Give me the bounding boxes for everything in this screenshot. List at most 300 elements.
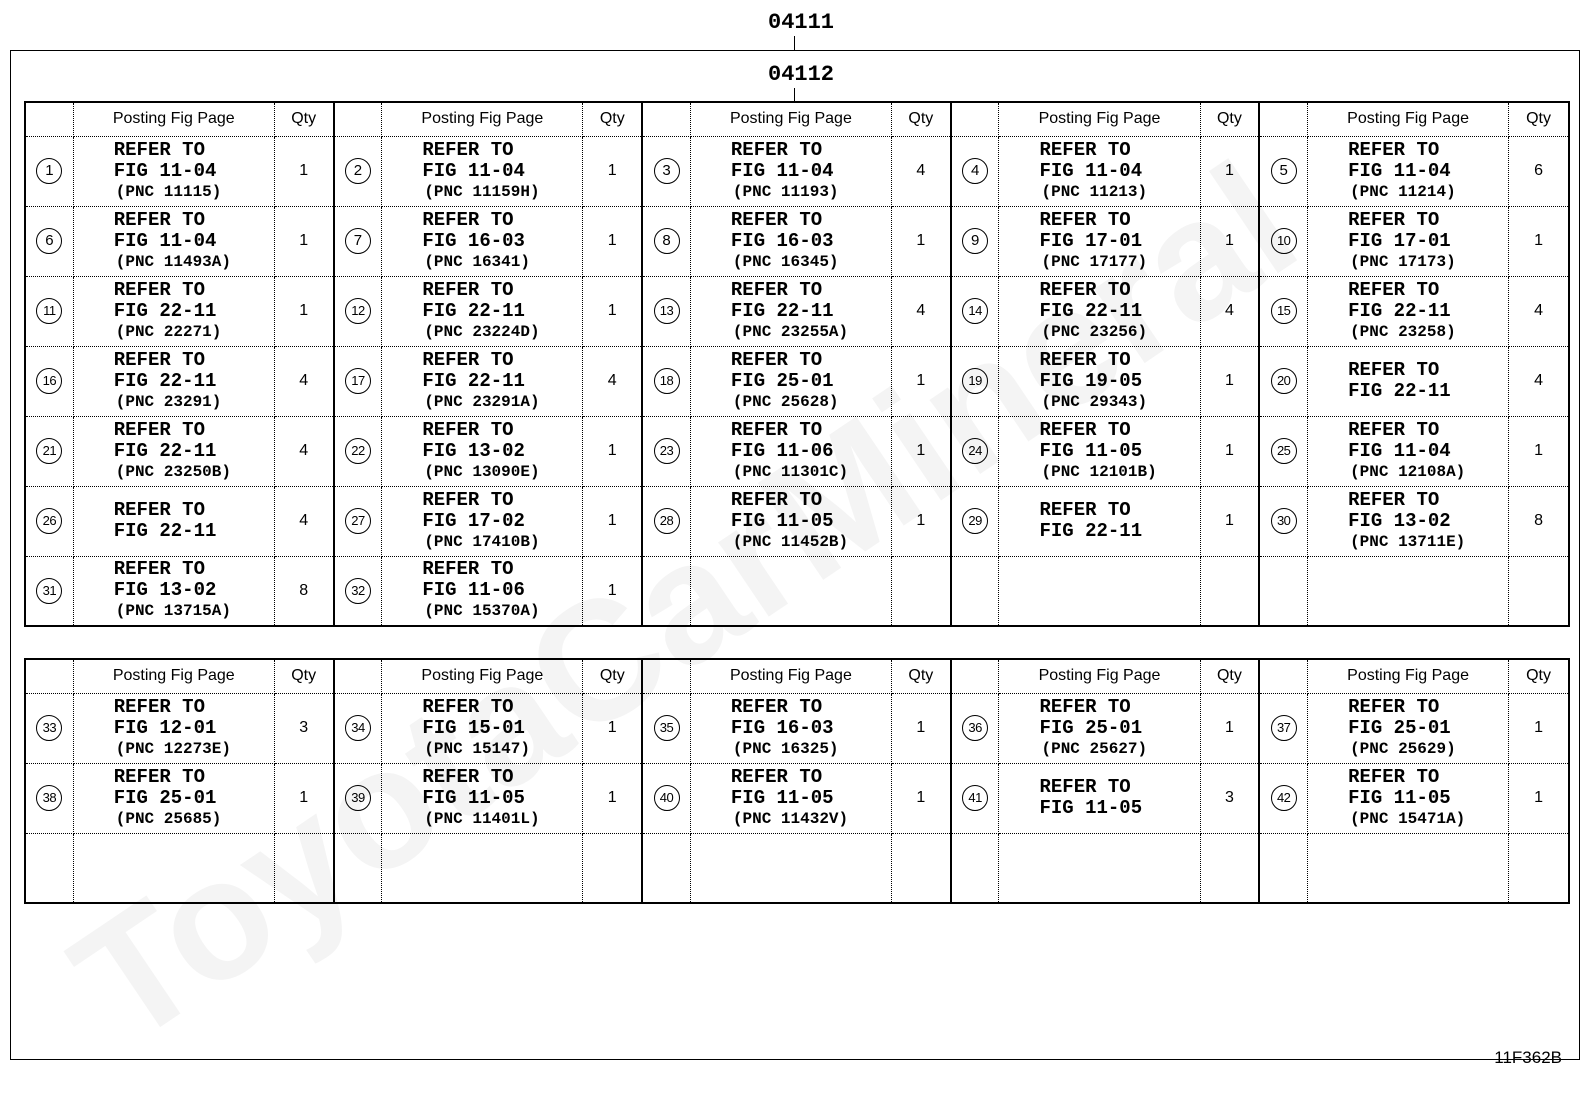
pnc-code: (PNC 23255A) xyxy=(732,322,849,341)
fig-reference-link[interactable]: FIG 16-03 xyxy=(730,229,834,252)
qty-value: 4 xyxy=(607,372,617,389)
callout-number-cell xyxy=(642,486,690,556)
refer-to-text: REFER TO xyxy=(422,348,514,371)
pnc-code: (PNC 23250B) xyxy=(115,462,231,481)
table-row xyxy=(25,693,1569,763)
callout-number-cell xyxy=(951,763,999,833)
refer-to-text: REFER TO xyxy=(422,418,514,441)
reference-cell xyxy=(690,276,891,346)
refer-to-text: REFER TO xyxy=(730,208,823,231)
qty-cell xyxy=(891,416,950,486)
callout-number-cell xyxy=(1259,136,1307,206)
qty-value: 3 xyxy=(299,719,309,736)
reference-cell xyxy=(999,346,1200,416)
qty-cell xyxy=(583,206,642,276)
refer-to-text: REFER TO xyxy=(113,499,205,521)
fig-reference-link[interactable]: FIG 15-01 xyxy=(422,716,525,739)
reference-cell xyxy=(382,416,583,486)
fig-reference-link[interactable]: FIG 25-01 xyxy=(730,369,834,392)
callout-number-circle: 15 xyxy=(1271,298,1297,324)
pnc-code: (PNC 25685) xyxy=(115,809,222,828)
header-qty: Qty xyxy=(1200,102,1259,136)
callout-04111: 04111 xyxy=(768,10,835,35)
fig-reference-link[interactable]: FIG 11-05 xyxy=(730,509,834,532)
qty-cell xyxy=(1200,556,1259,626)
pnc-code: (PNC 22271) xyxy=(115,322,222,341)
header-posting-fig-page: Posting Fig Page xyxy=(73,659,274,693)
qty-cell xyxy=(583,276,642,346)
callout-number-cell xyxy=(642,763,690,833)
qty-cell xyxy=(1200,276,1259,346)
callout-number-circle: 2 xyxy=(345,158,371,184)
reference-cell xyxy=(999,136,1200,206)
callout-number-circle: 16 xyxy=(36,368,62,394)
fig-reference-link[interactable]: FIG 11-04 xyxy=(113,229,217,252)
callout-number-circle: 38 xyxy=(36,785,62,811)
callout-number-circle: 27 xyxy=(345,508,371,534)
callout-number-cell xyxy=(25,136,73,206)
qty-value: 1 xyxy=(299,232,309,249)
reference-cell xyxy=(1308,693,1509,763)
qty-value: 4 xyxy=(1224,302,1234,319)
fig-reference-link[interactable]: FIG 22-11 xyxy=(113,369,217,392)
pnc-code: (PNC 11432V) xyxy=(732,809,849,828)
fig-reference-link[interactable]: FIG 11-05 xyxy=(1039,797,1143,819)
callout-number-cell xyxy=(1259,763,1307,833)
refer-to-text: REFER TO xyxy=(113,558,205,581)
refer-to-text: REFER TO xyxy=(422,558,514,581)
fig-reference-link[interactable]: FIG 11-04 xyxy=(1348,439,1451,462)
pnc-code: (PNC 11401L) xyxy=(424,809,540,828)
reference-cell xyxy=(73,693,274,763)
fig-reference-link[interactable]: FIG 22-11 xyxy=(113,299,217,322)
fig-reference-link[interactable]: FIG 22-11 xyxy=(422,299,525,322)
header-posting-fig-page: Posting Fig Page xyxy=(382,659,583,693)
qty-value: 3 xyxy=(1224,789,1234,806)
table-row xyxy=(25,486,1569,556)
fig-reference-link[interactable]: FIG 16-03 xyxy=(730,716,834,739)
reference-cell xyxy=(73,556,274,626)
callout-number-cell xyxy=(951,276,999,346)
callout-04112: 04112 xyxy=(768,62,835,87)
fig-reference-link[interactable]: FIG 17-02 xyxy=(422,509,525,532)
table-row xyxy=(25,763,1569,833)
pnc-code: (PNC 12273E) xyxy=(115,739,231,758)
reference-cell xyxy=(1308,833,1509,903)
header-num-cell xyxy=(334,102,382,136)
callout-number-cell xyxy=(642,136,690,206)
callout-number-circle: 3 xyxy=(654,158,680,184)
callout-number-circle: 8 xyxy=(654,228,680,254)
callout-number-cell xyxy=(334,693,382,763)
refer-to-text: REFER TO xyxy=(113,418,205,441)
qty-cell xyxy=(1509,346,1569,416)
refer-to-text: REFER TO xyxy=(1348,359,1440,381)
callout-number-cell xyxy=(642,556,690,626)
callout-number-cell xyxy=(1259,416,1307,486)
qty-value: 8 xyxy=(1534,512,1543,529)
fig-reference-link[interactable]: FIG 22-11 xyxy=(422,369,525,392)
qty-value: 4 xyxy=(916,302,926,319)
reference-cell xyxy=(1308,556,1509,626)
header-posting-fig-page: Posting Fig Page xyxy=(1308,659,1509,693)
pnc-code: (PNC 23256) xyxy=(1041,322,1148,341)
callout-number-cell xyxy=(1259,556,1307,626)
callout-number-circle: 39 xyxy=(345,785,371,811)
fig-reference-link[interactable]: FIG 11-05 xyxy=(730,786,834,809)
fig-reference-link[interactable]: FIG 22-11 xyxy=(113,520,217,542)
parts-table-1 xyxy=(24,101,1570,627)
qty-value: 1 xyxy=(1534,789,1543,806)
fig-reference-link[interactable]: FIG 11-04 xyxy=(113,159,217,182)
fig-reference-link[interactable]: FIG 11-04 xyxy=(1039,159,1143,182)
refer-to-text: REFER TO xyxy=(113,208,205,231)
refer-to-text: REFER TO xyxy=(422,765,514,788)
qty-value: 1 xyxy=(607,719,617,736)
fig-reference-link[interactable]: FIG 25-01 xyxy=(1348,716,1451,739)
qty-cell xyxy=(1200,346,1259,416)
callout-number-cell xyxy=(334,136,382,206)
callout-number-circle: 5 xyxy=(1271,158,1297,184)
callout-number-circle: 26 xyxy=(36,508,62,534)
qty-cell xyxy=(583,693,642,763)
pnc-code: (PNC 12101B) xyxy=(1041,462,1157,481)
refer-to-text: REFER TO xyxy=(1348,488,1440,511)
fig-reference-link[interactable]: FIG 22-11 xyxy=(1039,520,1143,542)
qty-cell xyxy=(583,416,642,486)
reference-cell xyxy=(73,136,274,206)
reference-cell xyxy=(73,763,274,833)
qty-value: 1 xyxy=(1534,442,1543,459)
callout-number-cell xyxy=(951,206,999,276)
callout-number-cell xyxy=(642,693,690,763)
table-row xyxy=(25,833,1569,903)
fig-reference-link[interactable]: FIG 11-04 xyxy=(730,159,834,182)
pnc-code: (PNC 13090E) xyxy=(424,462,540,481)
table-header-row xyxy=(25,102,1569,136)
reference-cell xyxy=(382,206,583,276)
callout-number-cell xyxy=(642,206,690,276)
pnc-code: (PNC 25627) xyxy=(1041,739,1148,758)
refer-to-text: REFER TO xyxy=(1039,208,1131,231)
pnc-code: (PNC 11452B) xyxy=(732,532,849,551)
qty-value: 1 xyxy=(607,302,617,319)
pnc-code: (PNC 11115) xyxy=(115,182,222,201)
reference-cell xyxy=(999,556,1200,626)
refer-to-text: REFER TO xyxy=(730,348,823,371)
callout-number-cell xyxy=(25,833,73,903)
callout-number-cell xyxy=(25,556,73,626)
reference-cell xyxy=(73,833,274,903)
callout-number-cell xyxy=(334,486,382,556)
callout-number-circle: 42 xyxy=(1271,785,1297,811)
reference-cell xyxy=(999,206,1200,276)
reference-cell xyxy=(999,763,1200,833)
qty-cell xyxy=(274,346,333,416)
qty-value: 1 xyxy=(1534,719,1543,736)
header-posting-fig-page: Posting Fig Page xyxy=(690,659,891,693)
fig-reference-link[interactable]: FIG 22-11 xyxy=(1039,299,1143,322)
refer-to-text: REFER TO xyxy=(1348,765,1440,788)
fig-reference-link[interactable]: FIG 11-06 xyxy=(422,579,525,602)
pnc-code: (PNC 17173) xyxy=(1350,252,1456,271)
callout-number-circle: 9 xyxy=(962,228,988,254)
refer-to-text: REFER TO xyxy=(422,208,514,231)
qty-value: 1 xyxy=(916,232,926,249)
callout-number-cell xyxy=(25,276,73,346)
pnc-code: (PNC 29343) xyxy=(1041,392,1148,411)
callout-number-circle: 24 xyxy=(962,438,988,464)
header-qty: Qty xyxy=(583,102,642,136)
qty-cell xyxy=(274,416,333,486)
refer-to-text: REFER TO xyxy=(730,695,823,718)
reference-cell xyxy=(999,693,1200,763)
header-num-cell xyxy=(951,102,999,136)
header-posting-fig-page: Posting Fig Page xyxy=(999,102,1200,136)
callout-number-circle: 17 xyxy=(345,368,371,394)
reference-cell xyxy=(382,763,583,833)
callout-number-cell xyxy=(25,763,73,833)
reference-cell xyxy=(382,693,583,763)
qty-cell xyxy=(1200,206,1259,276)
pnc-code: (PNC 23224D) xyxy=(424,322,540,341)
refer-to-text: REFER TO xyxy=(422,695,514,718)
refer-to-text: REFER TO xyxy=(113,278,205,301)
callout-number-cell xyxy=(642,833,690,903)
callout-number-circle: 33 xyxy=(36,715,62,741)
pnc-code: (PNC 17177) xyxy=(1041,252,1148,271)
refer-to-text: REFER TO xyxy=(1348,695,1440,718)
callout-number-cell xyxy=(1259,693,1307,763)
pnc-code: (PNC 11193) xyxy=(732,182,839,201)
qty-cell xyxy=(891,693,950,763)
qty-cell xyxy=(891,346,950,416)
fig-reference-link[interactable]: FIG 11-04 xyxy=(422,159,525,182)
callout-number-cell xyxy=(1259,276,1307,346)
reference-cell xyxy=(1308,136,1509,206)
pnc-code: (PNC 12108A) xyxy=(1350,462,1466,481)
callout-number-circle: 10 xyxy=(1271,228,1297,254)
qty-cell xyxy=(274,206,333,276)
qty-value: 4 xyxy=(299,372,309,389)
pnc-code: (PNC 11213) xyxy=(1041,182,1148,201)
fig-reference-link[interactable]: FIG 17-01 xyxy=(1348,229,1451,252)
refer-to-text: REFER TO xyxy=(1039,138,1131,161)
reference-cell xyxy=(690,486,891,556)
callout-number-cell xyxy=(334,346,382,416)
reference-cell xyxy=(73,346,274,416)
qty-value: 1 xyxy=(1224,162,1234,179)
pnc-code: (PNC 23258) xyxy=(1350,322,1456,341)
refer-to-text: REFER TO xyxy=(422,278,514,301)
qty-value: 1 xyxy=(1224,372,1234,389)
reference-cell xyxy=(382,276,583,346)
callout-number-cell xyxy=(951,416,999,486)
callout-number-circle: 20 xyxy=(1271,368,1297,394)
callout-number-cell xyxy=(951,136,999,206)
callout-number-circle: 4 xyxy=(962,158,988,184)
fig-reference-link[interactable]: FIG 22-11 xyxy=(730,299,834,322)
qty-value: 4 xyxy=(1534,372,1543,389)
fig-reference-link[interactable]: FIG 13-02 xyxy=(113,579,217,602)
qty-value: 1 xyxy=(1534,232,1543,249)
fig-reference-link[interactable]: FIG 11-05 xyxy=(422,786,525,809)
reference-cell xyxy=(690,346,891,416)
fig-reference-link[interactable]: FIG 11-06 xyxy=(730,439,834,462)
header-qty: Qty xyxy=(1509,102,1569,136)
qty-value: 6 xyxy=(1534,162,1543,179)
refer-to-text: REFER TO xyxy=(730,765,823,788)
fig-reference-link[interactable]: FIG 11-05 xyxy=(1348,786,1451,809)
callout-number-cell xyxy=(951,833,999,903)
refer-to-text: REFER TO xyxy=(113,138,205,161)
qty-value: 1 xyxy=(916,719,926,736)
fig-reference-link[interactable]: FIG 11-04 xyxy=(1348,159,1451,182)
qty-value: 1 xyxy=(607,512,617,529)
callout-04111-leader xyxy=(794,36,795,50)
qty-value: 1 xyxy=(299,789,309,806)
callout-04112-leader xyxy=(794,88,795,102)
fig-reference-link[interactable]: FIG 17-01 xyxy=(1039,229,1143,252)
refer-to-text: REFER TO xyxy=(1348,278,1440,301)
reference-cell xyxy=(999,416,1200,486)
table-row xyxy=(25,346,1569,416)
callout-number-circle: 11 xyxy=(36,298,62,324)
refer-to-text: REFER TO xyxy=(113,695,205,718)
callout-number-cell xyxy=(951,486,999,556)
qty-cell xyxy=(274,833,333,903)
header-num-cell xyxy=(642,659,690,693)
header-num-cell xyxy=(1259,659,1307,693)
header-qty: Qty xyxy=(891,102,950,136)
table-row xyxy=(25,206,1569,276)
fig-reference-link[interactable]: FIG 13-02 xyxy=(1348,509,1451,532)
pnc-code: (PNC 15370A) xyxy=(424,602,540,621)
pnc-code: (PNC 16325) xyxy=(732,739,839,758)
header-qty: Qty xyxy=(1509,659,1569,693)
qty-cell xyxy=(891,206,950,276)
callout-number-cell xyxy=(334,556,382,626)
qty-cell xyxy=(891,136,950,206)
pnc-code: (PNC 25629) xyxy=(1350,739,1456,758)
reference-cell xyxy=(1308,763,1509,833)
header-posting-fig-page: Posting Fig Page xyxy=(73,102,274,136)
reference-cell xyxy=(382,556,583,626)
fig-reference-link[interactable]: FIG 22-11 xyxy=(113,439,217,462)
qty-value: 1 xyxy=(1224,719,1234,736)
qty-cell xyxy=(583,486,642,556)
fig-reference-link[interactable]: FIG 13-02 xyxy=(422,439,525,462)
qty-value: 1 xyxy=(916,512,926,529)
qty-cell xyxy=(891,763,950,833)
qty-cell xyxy=(583,346,642,416)
reference-cell xyxy=(382,136,583,206)
qty-cell xyxy=(583,556,642,626)
fig-reference-link[interactable]: FIG 12-01 xyxy=(113,716,217,739)
reference-cell xyxy=(690,556,891,626)
header-qty: Qty xyxy=(274,659,333,693)
qty-cell xyxy=(1200,486,1259,556)
qty-value: 1 xyxy=(607,442,617,459)
table-row xyxy=(25,556,1569,626)
reference-cell xyxy=(382,833,583,903)
callout-number-circle: 32 xyxy=(345,578,371,604)
qty-value: 4 xyxy=(299,512,309,529)
fig-reference-link[interactable]: FIG 22-11 xyxy=(1348,299,1451,322)
header-num-cell xyxy=(25,659,73,693)
pnc-code: (PNC 16341) xyxy=(424,252,530,271)
callout-number-circle: 41 xyxy=(962,785,988,811)
callout-number-circle: 37 xyxy=(1271,715,1297,741)
qty-value: 4 xyxy=(916,162,926,179)
fig-reference-link[interactable]: FIG 19-05 xyxy=(1039,369,1143,392)
refer-to-text: REFER TO xyxy=(1039,776,1131,798)
header-qty: Qty xyxy=(274,102,333,136)
callout-number-circle: 23 xyxy=(654,438,680,464)
pnc-code: (PNC 25628) xyxy=(732,392,839,411)
reference-cell xyxy=(999,833,1200,903)
fig-reference-link[interactable]: FIG 22-11 xyxy=(1348,380,1451,402)
fig-reference-link[interactable]: FIG 16-03 xyxy=(422,229,525,252)
refer-to-text: REFER TO xyxy=(1348,138,1440,161)
reference-cell xyxy=(690,136,891,206)
refer-to-text: REFER TO xyxy=(422,138,514,161)
pnc-code: (PNC 23291A) xyxy=(424,392,540,411)
reference-cell xyxy=(73,486,274,556)
qty-value: 1 xyxy=(916,372,926,389)
qty-cell xyxy=(1509,486,1569,556)
pnc-code: (PNC 15147) xyxy=(424,739,530,758)
qty-value: 1 xyxy=(607,162,617,179)
reference-cell xyxy=(1308,206,1509,276)
callout-number-cell xyxy=(642,346,690,416)
callout-number-circle: 40 xyxy=(654,785,680,811)
refer-to-text: REFER TO xyxy=(730,138,823,161)
callout-number-cell xyxy=(334,416,382,486)
qty-cell xyxy=(274,136,333,206)
fig-reference-link[interactable]: FIG 25-01 xyxy=(1039,716,1143,739)
qty-value: 1 xyxy=(299,162,309,179)
callout-number-circle: 29 xyxy=(962,508,988,534)
refer-to-text: REFER TO xyxy=(113,348,205,371)
pnc-code: (PNC 11493A) xyxy=(115,252,231,271)
reference-cell xyxy=(690,833,891,903)
callout-number-circle: 25 xyxy=(1271,438,1297,464)
header-qty: Qty xyxy=(1200,659,1259,693)
header-posting-fig-page: Posting Fig Page xyxy=(382,102,583,136)
pnc-code: (PNC 13711E) xyxy=(1350,532,1466,551)
callout-number-cell xyxy=(334,833,382,903)
callout-number-cell xyxy=(334,206,382,276)
fig-reference-link[interactable]: FIG 11-05 xyxy=(1039,439,1143,462)
refer-to-text: REFER TO xyxy=(730,278,823,301)
refer-to-text: REFER TO xyxy=(1039,695,1131,718)
header-qty: Qty xyxy=(891,659,950,693)
qty-value: 1 xyxy=(916,789,926,806)
callout-number-circle: 1 xyxy=(36,158,62,184)
pnc-code: (PNC 23291) xyxy=(115,392,222,411)
callout-number-cell xyxy=(25,346,73,416)
callout-number-cell xyxy=(25,416,73,486)
refer-to-text: REFER TO xyxy=(730,488,823,511)
qty-cell xyxy=(274,763,333,833)
header-qty: Qty xyxy=(583,659,642,693)
reference-cell xyxy=(690,763,891,833)
refer-to-text: REFER TO xyxy=(1348,208,1440,231)
fig-reference-link[interactable]: FIG 25-01 xyxy=(113,786,217,809)
refer-to-text: REFER TO xyxy=(1039,278,1131,301)
pnc-code: (PNC 11301C) xyxy=(732,462,849,481)
